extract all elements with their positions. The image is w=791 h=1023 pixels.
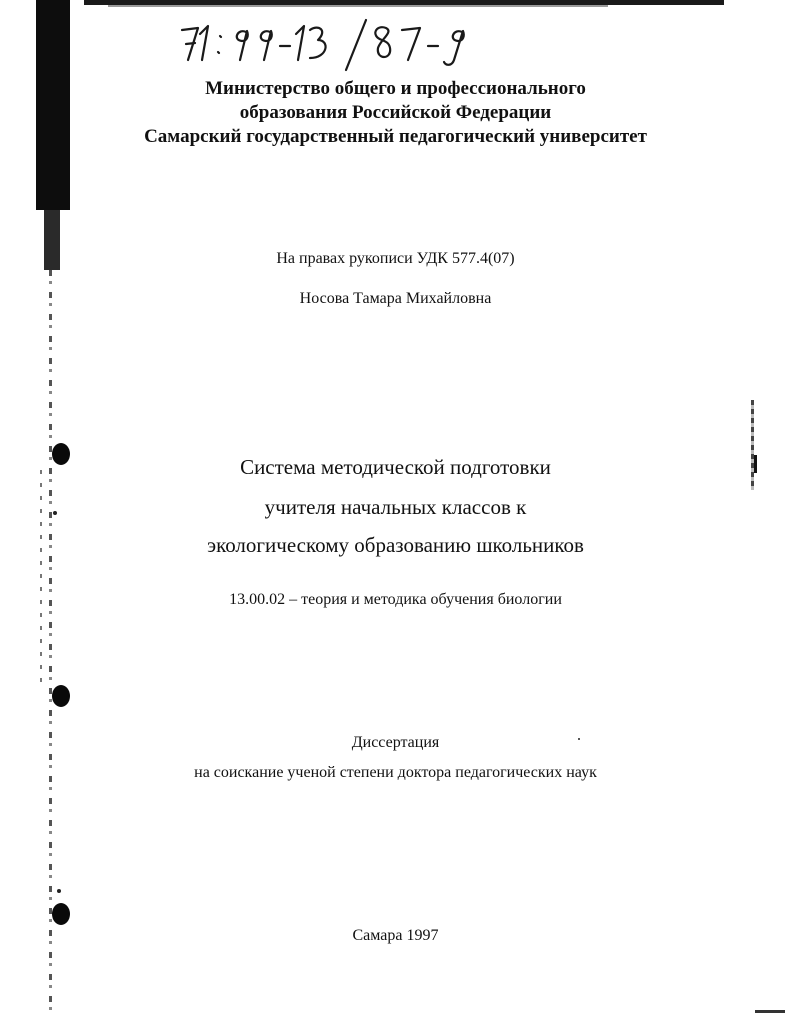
specialty-code: 13.00.02 – теория и методика обучения биологии	[229, 591, 562, 608]
title-line-2: учителя начальных классов к	[264, 495, 527, 519]
scan-edge-top-shadow	[108, 5, 608, 7]
title-line-1: Система методической подготовки	[240, 455, 551, 479]
ministry-line-2: образования Российской Федерации	[239, 102, 552, 123]
degree-statement: на соискание ученой степени доктора педагогических наук	[194, 764, 597, 781]
document-type: Диссертация	[351, 734, 440, 751]
handwritten-archive-number	[176, 16, 496, 72]
author-name: Носова Тамара Михайловна	[299, 290, 492, 307]
university-name: Самарский государственный педагогический университет	[144, 126, 647, 147]
title-line-3: экологическому образованию школьников	[207, 533, 584, 557]
punch-hole-middle	[52, 685, 70, 707]
scan-edge-bottom	[755, 1010, 785, 1013]
ministry-line-1: Министерство общего и профессионального	[205, 78, 586, 99]
punch-hole-lower	[52, 903, 70, 925]
scan-speck	[57, 889, 61, 893]
manuscript-note: На правах рукописи УДК 577.4(07)	[276, 250, 515, 267]
place-year: Самара 1997	[352, 927, 439, 944]
scan-edge-left-line	[49, 270, 52, 1010]
